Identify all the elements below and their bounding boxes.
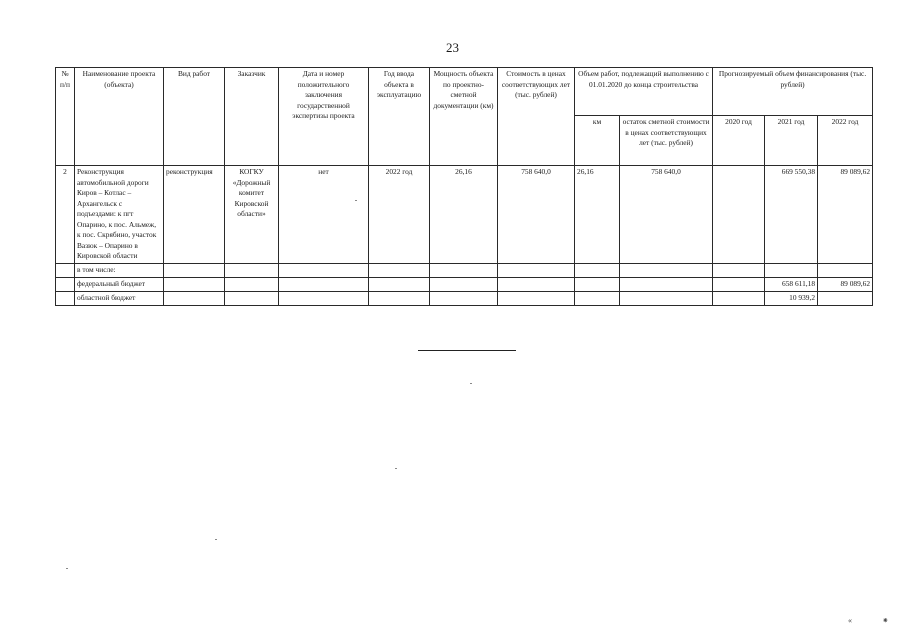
header-commission-year: Год ввода объекта в эксплуатацию — [369, 68, 430, 166]
scan-speck — [215, 539, 217, 540]
page-number: 23 — [446, 40, 459, 55]
scan-speck — [395, 468, 397, 469]
table-row — [56, 264, 873, 278]
scan-speck — [470, 383, 472, 384]
header-project-name: Наименование проекта (объекта) — [75, 68, 164, 166]
subrow-year-2021: 658 611,18 — [765, 278, 818, 292]
subrow-year-2021: 10 939,2 — [765, 292, 818, 306]
subrow-year-2022 — [818, 264, 873, 278]
header-year-2020: 2020 год — [713, 116, 765, 166]
header-expertise: Дата и номер положительного заключения государственной экспертизы проекта — [279, 68, 369, 166]
table-row — [56, 278, 873, 292]
header-volume-km: км — [575, 116, 620, 166]
table-row — [56, 292, 873, 306]
header-customer: Заказчик — [225, 68, 279, 166]
row-volume-rest: 758 640,0 — [620, 166, 713, 264]
header-year-2022: 2022 год — [818, 116, 873, 166]
row-year-2021: 669 550,38 — [765, 166, 818, 264]
row-work-type: реконструкция — [164, 166, 225, 264]
row-customer: КОГКУ «Дорожный комитет Кировской области» — [225, 166, 279, 264]
row-expertise: нет — [279, 166, 369, 264]
header-work-type: Вид работ — [164, 68, 225, 166]
header-row-1 — [56, 68, 873, 116]
closing-rule — [418, 350, 516, 351]
row-year-2020 — [713, 166, 765, 264]
corner-marks: « ⁕ — [848, 616, 903, 625]
header-num: № п/п — [56, 68, 75, 166]
header-capacity: Мощность объекта по проектно-сметной документации (км) — [430, 68, 498, 166]
subrow-year-2021 — [765, 264, 818, 278]
header-forecast-group: Прогнозируемый объем финансирования (тыс. рублей) — [713, 68, 873, 116]
row-cost: 758 640,0 — [498, 166, 575, 264]
header-year-2021: 2021 год — [765, 116, 818, 166]
header-volume-rest: остаток сметной стоимости в ценах соответствующих лет (тыс. рублей) — [620, 116, 713, 166]
row-volume-km: 26,16 — [575, 166, 620, 264]
scan-speck — [355, 200, 357, 201]
table-row — [56, 166, 873, 264]
subrow-label: областной бюджет — [75, 292, 164, 306]
subrow-label: в том числе: — [75, 264, 164, 278]
row-capacity: 26,16 — [430, 166, 498, 264]
header-cost: Стоимость в ценах соответствующих лет (тыс. рублей) — [498, 68, 575, 166]
row-commission-year: 2022 год — [369, 166, 430, 264]
projects-table — [55, 67, 873, 306]
row-year-2022: 89 089,62 — [818, 166, 873, 264]
subrow-year-2022 — [818, 292, 873, 306]
row-project-name: Реконструкция автомобильной дороги Киров – Котлас – Архангельск с подъездами: к пгт Опарино, к пос. Альмеж, к пос. Скрябино, участок Вазюк – Опарино в Кировской области — [75, 166, 164, 264]
scan-speck — [66, 568, 68, 569]
row-num: 2 — [56, 166, 75, 264]
subrow-label: федеральный бюджет — [75, 278, 164, 292]
header-volume-group: Объем работ, подлежащий выполнению с 01.01.2020 до конца строительства — [575, 68, 713, 116]
subrow-year-2022: 89 089,62 — [818, 278, 873, 292]
